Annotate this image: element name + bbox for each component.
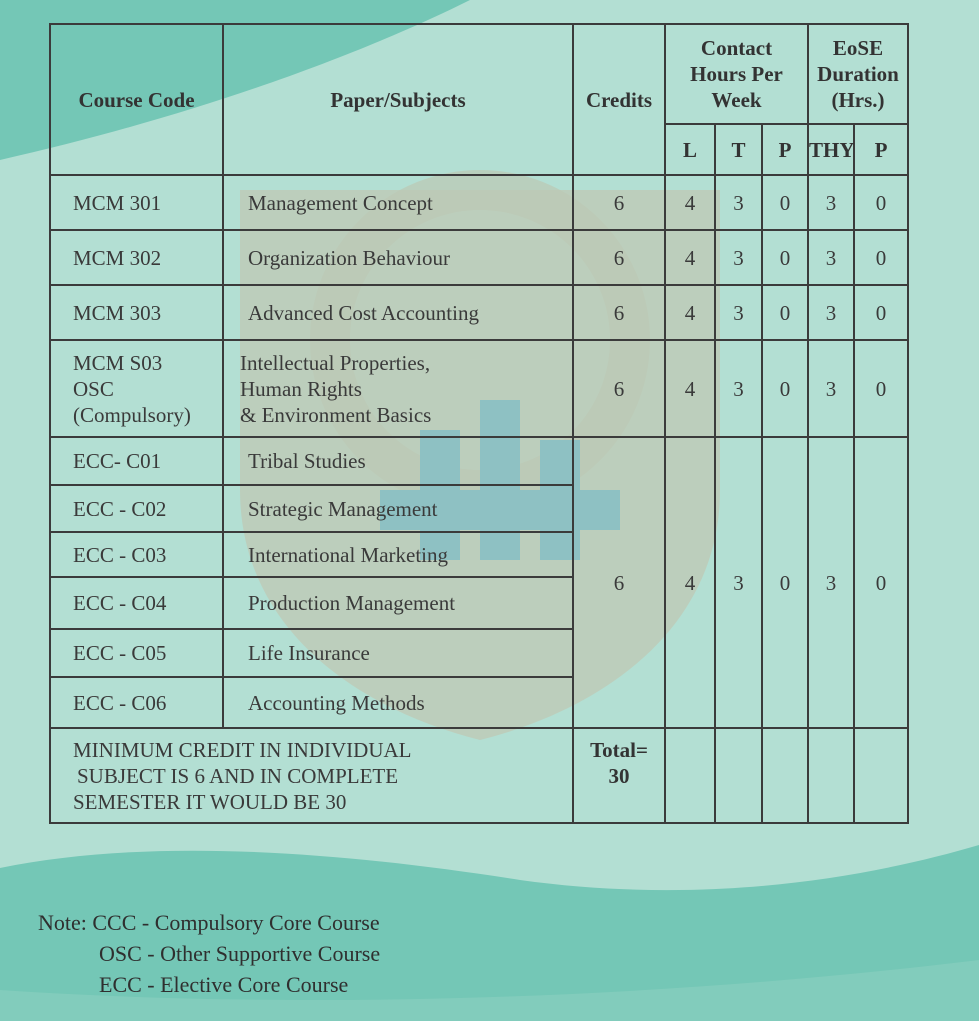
course-code-line: MCM S03 xyxy=(73,350,163,375)
practical-hours: 0 xyxy=(762,437,808,728)
header-course-code: Course Code xyxy=(50,24,223,175)
subject-name: Life Insurance xyxy=(223,629,573,677)
subject-name: Production Management xyxy=(223,577,573,629)
note-line-osc: OSC - Other Supportive Course xyxy=(99,941,381,966)
course-code: MCM 302 xyxy=(50,230,223,285)
header-p2: P xyxy=(854,124,908,175)
credits-value: 6 xyxy=(573,340,665,437)
header-eose-duration: EoSE Duration (Hrs.) xyxy=(808,24,908,124)
credit-rule-line: SEMESTER IT WOULD BE 30 xyxy=(73,790,347,814)
subject-name: International Marketing xyxy=(223,532,573,577)
subject-name: Tribal Studies xyxy=(223,437,573,485)
lecture-hours: 4 xyxy=(665,230,715,285)
theory-duration: 3 xyxy=(808,285,854,340)
credits-value: 6 xyxy=(573,175,665,230)
header-credits: Credits xyxy=(573,24,665,175)
note-line-ecc: ECC - Elective Core Course xyxy=(99,972,349,997)
subject-name: Accounting Methods xyxy=(223,677,573,728)
note-line-ccc: Note: CCC - Compulsory Core Course xyxy=(38,910,380,935)
course-code: ECC- C01 xyxy=(50,437,223,485)
header-paper-subjects: Paper/Subjects xyxy=(223,24,573,175)
table-row xyxy=(50,175,908,230)
course-code: ECC - C03 xyxy=(50,532,223,577)
tutorial-hours: 3 xyxy=(715,175,762,230)
course-code: ECC - C04 xyxy=(50,577,223,629)
theory-duration: 3 xyxy=(808,230,854,285)
course-code: MCM 301 xyxy=(50,175,223,230)
subject-name: Organization Behaviour xyxy=(223,230,573,285)
credit-rule-line: MINIMUM CREDIT IN INDIVIDUAL xyxy=(73,738,412,762)
practical-hours: 0 xyxy=(762,340,808,437)
legend-notes xyxy=(38,907,380,1000)
subject-line: Intellectual Properties, xyxy=(240,350,431,375)
header-p: P xyxy=(762,124,808,175)
table-footer-row xyxy=(50,728,908,823)
credits-value: 6 xyxy=(573,437,665,728)
practical-duration: 0 xyxy=(854,437,908,728)
subject-name: Strategic Management xyxy=(223,485,573,532)
practical-duration: 0 xyxy=(854,230,908,285)
practical-hours: 0 xyxy=(762,175,808,230)
course-code: ECC - C05 xyxy=(50,629,223,677)
subject-line: Human Rights xyxy=(240,376,362,401)
table-row xyxy=(50,230,908,285)
course-code xyxy=(50,340,223,437)
total-credits xyxy=(573,728,665,823)
lecture-hours: 4 xyxy=(665,175,715,230)
subject-line: & Environment Basics xyxy=(240,402,432,427)
course-code: MCM 303 xyxy=(50,285,223,340)
header-contact-hours: Contact Hours Per Week xyxy=(665,24,808,124)
table-row xyxy=(50,285,908,340)
empty-cell xyxy=(762,728,808,823)
course-code: ECC - C06 xyxy=(50,677,223,728)
credit-rule-note xyxy=(50,728,573,823)
total-value: 30 xyxy=(608,764,630,788)
practical-hours: 0 xyxy=(762,230,808,285)
credits-value: 6 xyxy=(573,285,665,340)
practical-hours: 0 xyxy=(762,285,808,340)
lecture-hours: 4 xyxy=(665,340,715,437)
theory-duration: 3 xyxy=(808,340,854,437)
empty-cell xyxy=(715,728,762,823)
practical-duration: 0 xyxy=(854,285,908,340)
empty-cell xyxy=(665,728,715,823)
lecture-hours: 4 xyxy=(665,437,715,728)
header-thy: THY xyxy=(808,124,854,175)
subject-name xyxy=(223,340,573,437)
practical-duration: 0 xyxy=(854,175,908,230)
header-l: L xyxy=(665,124,715,175)
empty-cell xyxy=(808,728,854,823)
course-code-line: (Compulsory) xyxy=(73,402,191,427)
tutorial-hours: 3 xyxy=(715,230,762,285)
theory-duration: 3 xyxy=(808,175,854,230)
tutorial-hours: 3 xyxy=(715,285,762,340)
course-code: ECC - C02 xyxy=(50,485,223,532)
total-label: Total= xyxy=(590,738,648,762)
table-row xyxy=(50,437,908,485)
header-t: T xyxy=(715,124,762,175)
empty-cell xyxy=(854,728,908,823)
table-row xyxy=(50,340,908,437)
syllabus-table xyxy=(49,23,909,824)
credit-rule-line: SUBJECT IS 6 AND IN COMPLETE xyxy=(77,764,399,788)
practical-duration: 0 xyxy=(854,340,908,437)
subject-name: Management Concept xyxy=(223,175,573,230)
tutorial-hours: 3 xyxy=(715,340,762,437)
lecture-hours: 4 xyxy=(665,285,715,340)
subject-name: Advanced Cost Accounting xyxy=(223,285,573,340)
tutorial-hours: 3 xyxy=(715,437,762,728)
theory-duration: 3 xyxy=(808,437,854,728)
course-code-line: OSC xyxy=(73,376,114,401)
credits-value: 6 xyxy=(573,230,665,285)
